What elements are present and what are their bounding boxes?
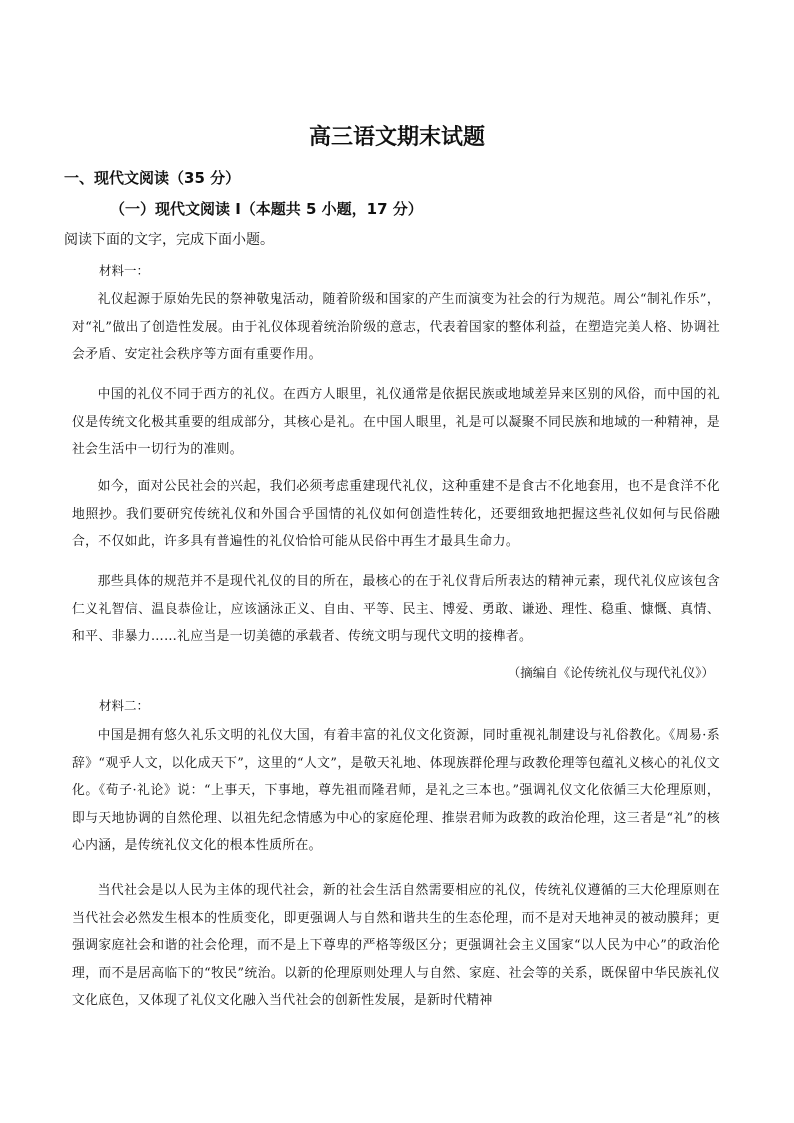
subsection-heading: （一）现代文阅读 I（本题共 5 小题，17 分） [110, 200, 423, 218]
material-1-paragraph-3: 如今，面对公民社会的兴起，我们必须考虑重建现代礼仪，这种重建不是食古不化地套用，也不是食洋不化地照抄。我们要研究传统礼仪和外国合乎国情的礼仪如何创造性转化，还要细致地把握这些礼仪如何与民俗融合，不仅如此，许多具有普遍性的礼仪恰恰可能从民俗中再生才最具生命力。 [72, 479, 720, 549]
material-1-paragraph-1: 礼仪起源于原始先民的祭神敬鬼活动，随着阶级和国家的产生而演变为社会的行为规范。周公“制礼作乐”，对“礼”做出了创造性发展。由于礼仪体现着统治阶级的意志，代表着国家的整体利益，在塑造完美人格、协调社会矛盾、安定社会秩序等方面有重要作用。 [72, 292, 720, 362]
page-title: 高三语文期末试题 [308, 125, 485, 150]
material-2-paragraph-2: 当代社会是以人民为主体的现代社会，新的社会生活自然需要相应的礼仪，传统礼仪遵循的三大伦理原则在当代社会必然发生根本的性质变化，即更强调人与自然和谐共生的生态伦理，而不是对天地神灵的被动膜拜；更强调家庭社会和谐的社会伦理，而不是上下尊卑的严格等级区分；更强调社会主义国家“以人民为中心”的政治伦理，而不是居高临下的“牧民”统治。以新的伦理原则处理人与自然、家庭、社会等的关系，既保留中华民族礼仪文化底色，又体现了礼仪文化融入当代社会的创新性发展，是新时代精神 [72, 883, 720, 1008]
material-1-source: （摘编自《论传统礼仪与现代礼仪》） [507, 665, 714, 680]
reading-instruction: 阅读下面的文字，完成下面小题。 [64, 232, 274, 248]
section-heading: 一、现代文阅读（35 分） [64, 169, 241, 187]
material-2-label: 材料二： [99, 698, 150, 713]
material-1-paragraph-4: 那些具体的规范并不是现代礼仪的目的所在，最核心的在于礼仪背后所表达的精神元素，现代礼仪应该包含仁义礼智信、温良恭俭让，应该涵泳正义、自由、平等、民主、博爱、勇敢、谦逊、理性、稳重、慷慨、真情、和平、非暴力……礼应当是一切美德的承载者、传统文明与现代文明的接榫者。 [72, 574, 720, 644]
material-1-label: 材料一： [99, 263, 150, 278]
material-1-paragraph-2: 中国的礼仪不同于西方的礼仪。在西方人眼里，礼仪通常是依据民族或地域差异来区别的风俗，而中国的礼仪是传统文化极其重要的组成部分，其核心是礼。在中国人眼里，礼是可以凝聚不同民族和地域的一种精神，是社会生活中一切行为的准则。 [72, 387, 720, 457]
material-2-paragraph-1: 中国是拥有悠久礼乐文明的礼仪大国，有着丰富的礼仪文化资源，同时重视礼制建设与礼俗教化。《周易·系辞》“观乎人文，以化成天下”，这里的“人文”，是敬天礼地、体现族群伦理与政教伦理等包蕴礼义核心的礼仪文化。《荀子·礼论》说：“上事天，下事地，尊先祖而隆君师，是礼之三本也。”强调礼仪文化依循三大伦理原则，即与天地协调的自然伦理、以祖先纪念情感为中心的家庭伦理、推崇君师为政教的政治伦理，这三者是“礼”的核心内涵，是传统礼仪文化的根本性质所在。 [72, 728, 720, 853]
